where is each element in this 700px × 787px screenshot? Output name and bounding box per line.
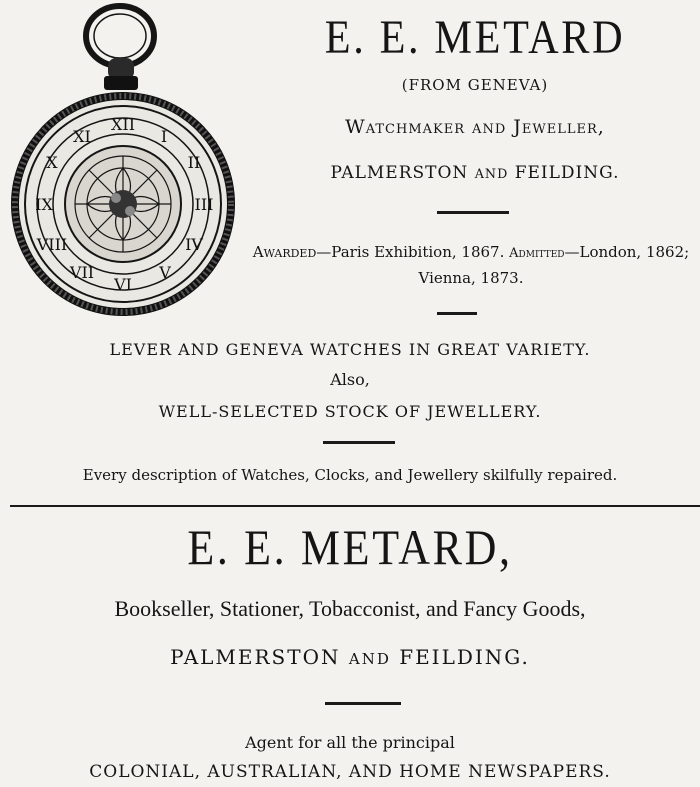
divider-3	[323, 441, 395, 444]
svg-text:I: I	[160, 127, 168, 146]
svg-text:X: X	[46, 153, 58, 172]
awarded-text: —Paris Exhibition, 1867.	[316, 243, 505, 261]
lever-watches-line: LEVER AND GENEVA WATCHES IN GREAT VARIETY.	[109, 340, 591, 359]
business-types-line: Bookseller, Stationer, Tobacconist, and Fancy Goods,	[114, 596, 586, 621]
admitted-text: —London, 1862; Vienna, 1873.	[418, 243, 690, 287]
svg-text:XII: XII	[110, 115, 136, 134]
awards-text	[244, 240, 698, 291]
awarded-label: Awarded	[252, 243, 317, 261]
divider-1	[437, 211, 509, 214]
svg-text:II: II	[187, 153, 201, 172]
svg-text:IX: IX	[35, 195, 53, 214]
towns-and-2: AND	[348, 650, 391, 668]
svg-text:V: V	[159, 263, 171, 282]
divider-4	[325, 702, 401, 705]
towns-and: AND	[474, 167, 509, 182]
svg-text:III: III	[194, 195, 214, 214]
svg-text:VI: VI	[114, 275, 132, 294]
trade-line: Watchmaker and Jeweller,	[345, 116, 605, 138]
svg-text:VII: VII	[69, 263, 95, 282]
svg-text:XI: XI	[73, 127, 91, 146]
newspapers-line: COLONIAL, AUSTRALIAN, AND HOME NEWSPAPERS.	[89, 762, 611, 782]
town-palmerston: PALMERSTON	[330, 163, 469, 183]
admitted-label: Admitted	[509, 246, 565, 261]
town-feilding: FEILDING.	[514, 163, 620, 183]
jewellery-stock-line: WELL-SELECTED STOCK OF JEWELLERY.	[158, 402, 542, 421]
svg-text:VIII: VIII	[36, 235, 68, 254]
town-palmerston-2: PALMERSTON	[170, 645, 341, 669]
repairs-line: Every description of Watches, Clocks, and Jewellery skilfully repaired.	[82, 466, 618, 484]
town-feilding-2: FEILDING.	[399, 645, 530, 669]
business-name-heading: E. E. METARD	[324, 11, 626, 64]
origin-subheading: (FROM GENEVA)	[401, 76, 549, 94]
second-business-name: E. E. METARD,	[187, 519, 513, 575]
also-line: Also,	[330, 370, 370, 389]
svg-text:IV: IV	[185, 235, 203, 254]
towns-line	[255, 163, 695, 183]
agent-line: Agent for all the principal	[245, 733, 455, 752]
pocket-watch-icon	[8, 2, 244, 318]
divider-2	[437, 312, 477, 315]
second-towns-line	[0, 645, 700, 669]
section-separator	[10, 505, 700, 507]
